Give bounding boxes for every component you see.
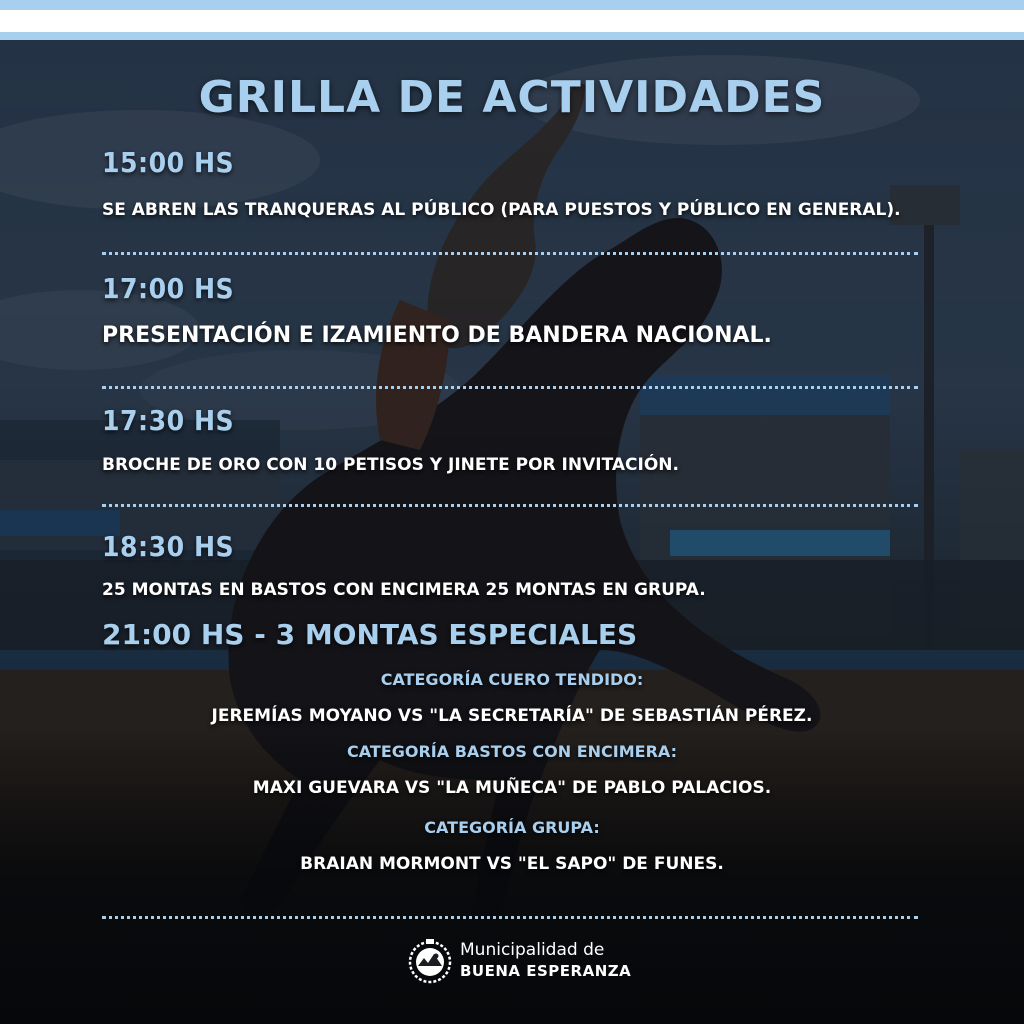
top-blue-stripe	[0, 0, 1024, 10]
schedule-text-2: PRESENTACIÓN E IZAMIENTO DE BANDERA NACIONAL.	[102, 323, 772, 348]
footer-divider	[102, 916, 918, 919]
municipality-logo	[406, 936, 632, 990]
special-heading: 21:00 HS - 3 MONTAS ESPECIALES	[102, 618, 638, 651]
footer-line-2: BUENA ESPERANZA	[460, 962, 632, 980]
schedule-text-4: 25 MONTAS EN BASTOS CON ENCIMERA 25 MONTAS EN GRUPA.	[102, 580, 706, 600]
special-match: BRAIAN MORMONT VS "EL SAPO" DE FUNES.	[300, 854, 724, 874]
footer-line-1: Municipalidad de	[460, 940, 605, 960]
special-category: CATEGORÍA CUERO TENDIDO:	[380, 670, 644, 689]
dotted-divider	[102, 252, 918, 255]
dotted-divider	[102, 386, 918, 389]
municipal-seal-icon	[406, 936, 454, 988]
schedule-text-3: BROCHE DE ORO CON 10 PETISOS Y JINETE POR INVITACIÓN.	[102, 455, 679, 475]
page-title: GRILLA DE ACTIVIDADES	[198, 72, 826, 123]
schedule-time-1: 15:00 HS	[102, 146, 235, 179]
special-match: JEREMÍAS MOYANO VS "LA SECRETARÍA" DE SEBASTIÁN PÉREZ.	[211, 706, 813, 726]
schedule-time-4: 18:30 HS	[102, 530, 235, 563]
special-category: CATEGORÍA BASTOS CON ENCIMERA:	[347, 742, 677, 761]
dotted-divider	[102, 504, 918, 507]
schedule-text-1: SE ABREN LAS TRANQUERAS AL PÚBLICO (PARA PUESTOS Y PÚBLICO EN GENERAL).	[102, 200, 901, 220]
schedule-time-2: 17:00 HS	[102, 272, 235, 305]
top-blue-stripe-lower	[0, 32, 1024, 40]
top-white-stripe	[0, 10, 1024, 32]
special-category: CATEGORÍA GRUPA:	[424, 818, 600, 837]
special-match: MAXI GUEVARA VS "LA MUÑECA" DE PABLO PALACIOS.	[252, 778, 772, 798]
schedule-time-3: 17:30 HS	[102, 404, 235, 437]
